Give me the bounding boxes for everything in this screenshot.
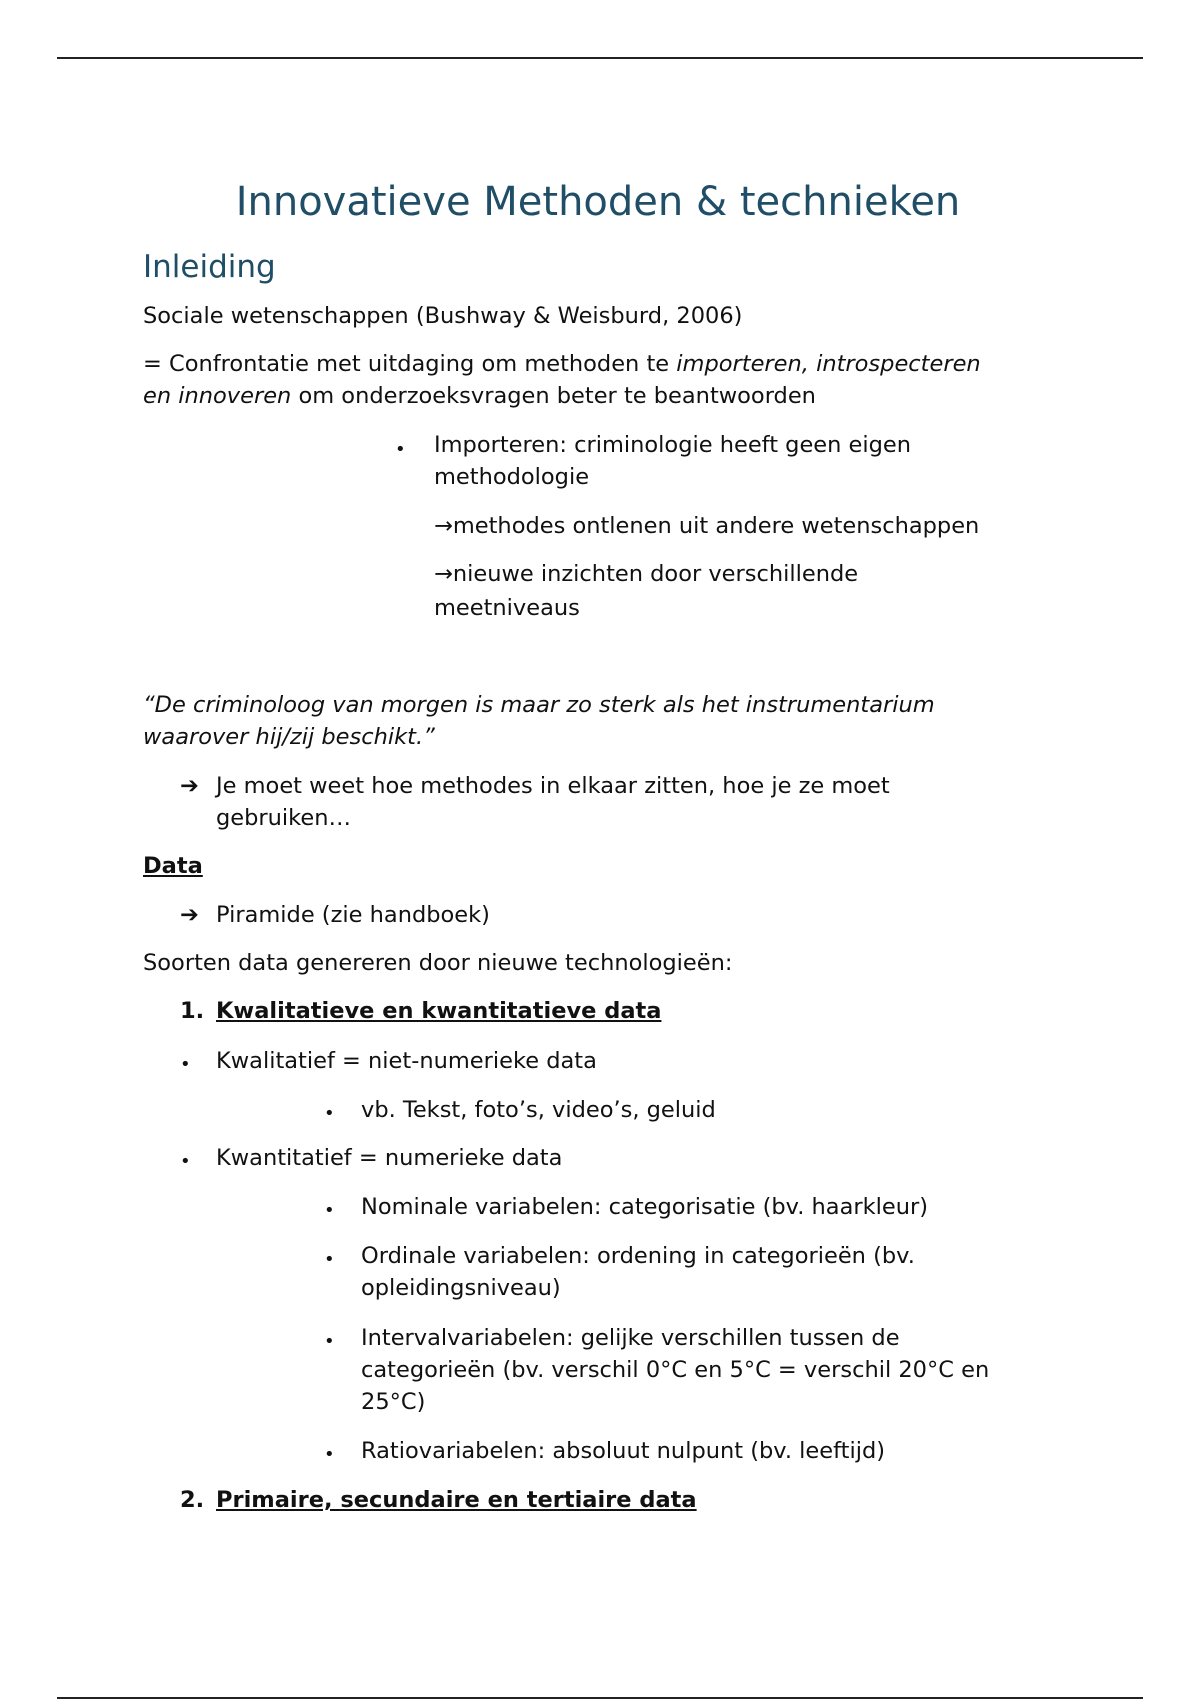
bullet-icon: • xyxy=(395,439,406,460)
bullet-kwalitatief: Kwalitatief = niet-numerieke data xyxy=(216,1048,597,1074)
bullet-importeren-line-1: Importeren: criminologie heeft geen eigen xyxy=(434,432,912,458)
arrow-line-inzichten-1: →nieuwe inzichten door verschillende xyxy=(434,561,859,587)
bullet-icon: • xyxy=(324,1200,335,1221)
bold-arrow-icon: ➔ xyxy=(180,773,199,799)
bullet-icon: • xyxy=(324,1444,335,1465)
bullet-interval-line-1: Intervalvariabelen: gelijke verschillen tussen de xyxy=(361,1325,900,1351)
bullet-kwantitatief: Kwantitatief = numerieke data xyxy=(216,1145,563,1171)
definition-italic-1: importeren, introspecteren xyxy=(676,351,981,377)
bold-arrow-icon: ➔ xyxy=(180,902,199,928)
data-arrow-piramide: Piramide (zie handboek) xyxy=(216,902,490,928)
bullet-kwal-voorbeeld: vb. Tekst, foto’s, video’s, geluid xyxy=(361,1097,716,1123)
definition-suffix: om onderzoeksvragen beter te beantwoorden xyxy=(291,383,816,409)
bullet-interval-line-2: categorieën (bv. verschil 0°C en 5°C = verschil 20°C en xyxy=(361,1357,990,1383)
definition-prefix: = Confrontatie met uitdaging om methoden te xyxy=(143,351,677,377)
quote-arrow-line-2: gebruiken… xyxy=(216,805,351,831)
definition-line-2 xyxy=(143,380,816,412)
definition-italic-2: en innoveren xyxy=(143,383,292,409)
bullet-ratio: Ratiovariabelen: absoluut nulpunt (bv. leeftijd) xyxy=(361,1438,886,1464)
definition-line-1 xyxy=(143,348,981,380)
bullet-interval-line-3: 25°C) xyxy=(361,1389,426,1415)
bullet-nominaal: Nominale variabelen: categorisatie (bv. haarkleur) xyxy=(361,1194,929,1220)
list-item-1-heading: Kwalitatieve en kwantitatieve data xyxy=(216,998,662,1024)
bullet-ordinaal-line-1: Ordinale variabelen: ordening in categorieën (bv. xyxy=(361,1243,915,1269)
document-title: Innovatieve Methoden & technieken xyxy=(235,179,961,225)
bullet-icon: • xyxy=(324,1103,335,1124)
bullet-icon: • xyxy=(180,1151,191,1172)
list-number-1: 1. xyxy=(180,998,205,1024)
section-heading-data: Data xyxy=(143,853,203,879)
list-number-2: 2. xyxy=(180,1487,205,1513)
quote-line-1: “De criminoloog van morgen is maar zo sterk als het instrumentarium xyxy=(143,692,935,718)
section-heading-inleiding: Inleiding xyxy=(143,249,276,285)
list-item-2-heading: Primaire, secundaire en tertiaire data xyxy=(216,1487,697,1513)
data-intro: Soorten data genereren door nieuwe technologieën: xyxy=(143,950,733,976)
bullet-ordinaal-line-2: opleidingsniveau) xyxy=(361,1275,561,1301)
header-rule xyxy=(57,57,1143,59)
quote-arrow-line-1: Je moet weet hoe methodes in elkaar zitten, hoe je ze moet xyxy=(216,773,890,799)
footer-rule xyxy=(57,1697,1143,1699)
source-line: Sociale wetenschappen (Bushway & Weisburd, 2006) xyxy=(143,303,743,329)
bullet-icon: • xyxy=(324,1249,335,1270)
bullet-importeren-line-2: methodologie xyxy=(434,464,590,490)
arrow-line-methodes: →methodes ontlenen uit andere wetenschappen xyxy=(434,513,980,539)
arrow-line-inzichten-2: meetniveaus xyxy=(434,595,580,621)
bullet-icon: • xyxy=(180,1054,191,1075)
bullet-icon: • xyxy=(324,1331,335,1352)
quote-line-2: waarover hij/zij beschikt.” xyxy=(143,724,435,750)
